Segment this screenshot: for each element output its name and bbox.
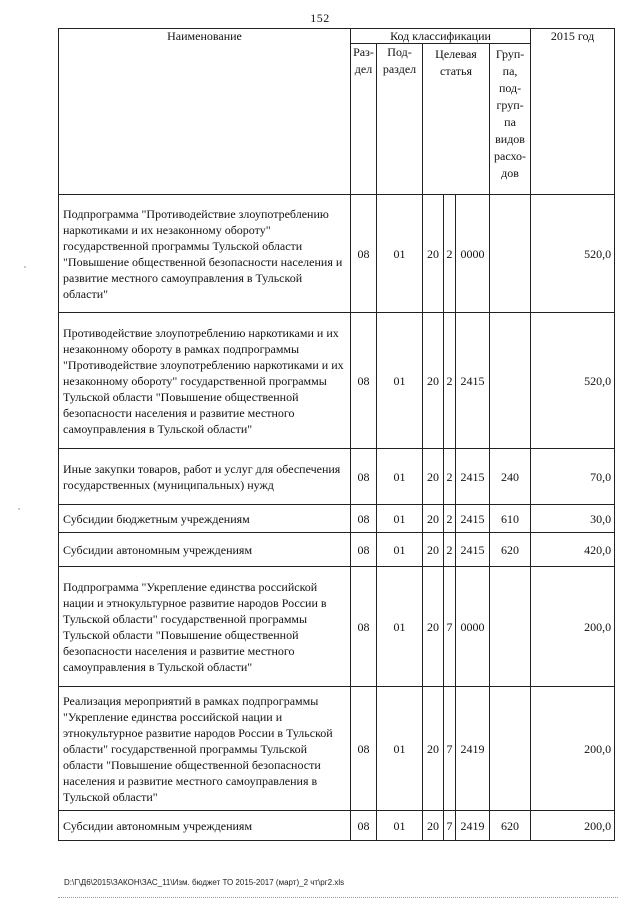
row-target-subprogram: 2 xyxy=(444,505,456,533)
row-target-program: 20 xyxy=(423,687,444,811)
header-row-top xyxy=(59,29,615,44)
row-subsection: 01 xyxy=(377,811,423,841)
row-target-program: 20 xyxy=(423,533,444,567)
row-amount: 420,0 xyxy=(531,533,615,567)
row-section: 08 xyxy=(351,533,377,567)
row-target-subprogram: 7 xyxy=(444,687,456,811)
row-name: Субсидии автономным учреждениям xyxy=(59,811,351,841)
row-amount: 30,0 xyxy=(531,505,615,533)
row-name: Противодействие злоупотреблению наркотиками и их незаконному обороту в рамках подпрограммы "Противодействие злоупотреблению наркотиками и их незаконному обороту" государственной программы Тульской области "Повышение общественной безопасности населения и развитие местного самоуправления в Тульской области" xyxy=(59,313,351,449)
row-target-subprogram: 7 xyxy=(444,567,456,687)
row-expense-type xyxy=(490,687,531,811)
scan-artifact-line xyxy=(58,897,618,899)
row-section: 08 xyxy=(351,687,377,811)
row-name: Подпрограмма "Противодействие злоупотреблению наркотиками и их незаконному обороту" государственной программы Тульской области "Повышение общественной безопасности населения и развитие местного самоуправления в Тульской области" xyxy=(59,195,351,313)
footer-file-path: D:\Г\Д6\2015\ЗАКОН\ЗАС_11\Изм. бюджет ТО 2015-2017 (март)_2 чт\рг2.xls xyxy=(64,878,345,887)
row-name: Субсидии автономным учреждениям xyxy=(59,533,351,567)
header-target: Целевая статья xyxy=(423,44,490,195)
header-name: Наименование xyxy=(59,29,351,195)
row-section: 08 xyxy=(351,313,377,449)
row-target-subprogram: 2 xyxy=(444,449,456,505)
row-target-direction: 2419 xyxy=(456,687,490,811)
scan-speck xyxy=(18,508,20,510)
row-subsection: 01 xyxy=(377,449,423,505)
row-subsection: 01 xyxy=(377,567,423,687)
table-row xyxy=(59,505,615,533)
row-expense-type: 620 xyxy=(490,811,531,841)
row-target-subprogram: 7 xyxy=(444,811,456,841)
row-section: 08 xyxy=(351,449,377,505)
row-amount: 520,0 xyxy=(531,195,615,313)
row-expense-type: 610 xyxy=(490,505,531,533)
row-expense-type xyxy=(490,195,531,313)
row-target-program: 20 xyxy=(423,449,444,505)
row-target-subprogram: 2 xyxy=(444,195,456,313)
table-row xyxy=(59,811,615,841)
row-target-subprogram: 2 xyxy=(444,533,456,567)
row-target-direction: 2415 xyxy=(456,505,490,533)
page-number: 152 xyxy=(310,11,330,25)
row-amount: 520,0 xyxy=(531,313,615,449)
header-subsection: Под- раздел xyxy=(377,44,423,195)
header-code: Код классификации xyxy=(351,29,531,44)
row-subsection: 01 xyxy=(377,313,423,449)
row-expense-type: 620 xyxy=(490,533,531,567)
row-target-direction: 0000 xyxy=(456,567,490,687)
row-subsection: 01 xyxy=(377,195,423,313)
row-section: 08 xyxy=(351,811,377,841)
row-name: Иные закупки товаров, работ и услуг для обеспечения государственных (муниципальных) нужд xyxy=(59,449,351,505)
row-target-subprogram: 2 xyxy=(444,313,456,449)
table-row xyxy=(59,533,615,567)
row-expense-type: 240 xyxy=(490,449,531,505)
row-subsection: 01 xyxy=(377,687,423,811)
row-target-program: 20 xyxy=(423,505,444,533)
row-name: Реализация мероприятий в рамках подпрограммы "Укрепление единства российской нации и этнокультурное развитие народов России в Тульской области" государственной программы Тульской области "Повышение общественной безопасности населения и развитие местного самоуправления в Тульской области" xyxy=(59,687,351,811)
row-subsection: 01 xyxy=(377,505,423,533)
table-row xyxy=(59,449,615,505)
table-row xyxy=(59,313,615,449)
row-section: 08 xyxy=(351,567,377,687)
header-section: Раз- дел xyxy=(351,44,377,195)
row-expense-type xyxy=(490,567,531,687)
scan-speck xyxy=(24,266,26,268)
row-target-direction: 2415 xyxy=(456,449,490,505)
row-target-program: 20 xyxy=(423,313,444,449)
row-target-direction: 0000 xyxy=(456,195,490,313)
row-amount: 200,0 xyxy=(531,567,615,687)
row-name: Субсидии бюджетным учреждениям xyxy=(59,505,351,533)
row-target-program: 20 xyxy=(423,811,444,841)
row-expense-type xyxy=(490,313,531,449)
header-year: 2015 год xyxy=(531,29,615,195)
row-amount: 200,0 xyxy=(531,687,615,811)
row-amount: 70,0 xyxy=(531,449,615,505)
table-row xyxy=(59,195,615,313)
budget-table xyxy=(58,28,615,841)
row-target-direction: 2415 xyxy=(456,533,490,567)
row-subsection: 01 xyxy=(377,533,423,567)
row-section: 08 xyxy=(351,505,377,533)
row-section: 08 xyxy=(351,195,377,313)
header-group: Груп- па, под- груп- па видов расхо- дов xyxy=(490,44,531,195)
row-target-direction: 2415 xyxy=(456,313,490,449)
row-target-program: 20 xyxy=(423,567,444,687)
row-target-direction: 2419 xyxy=(456,811,490,841)
row-target-program: 20 xyxy=(423,195,444,313)
table-row xyxy=(59,567,615,687)
row-name: Подпрограмма "Укрепление единства российской нации и этнокультурное развитие народов России в Тульской области" государственной программы Тульской области "Повышение общественной безопасности населения и развитие местного самоуправления в Тульской области" xyxy=(59,567,351,687)
row-amount: 200,0 xyxy=(531,811,615,841)
table-row xyxy=(59,687,615,811)
